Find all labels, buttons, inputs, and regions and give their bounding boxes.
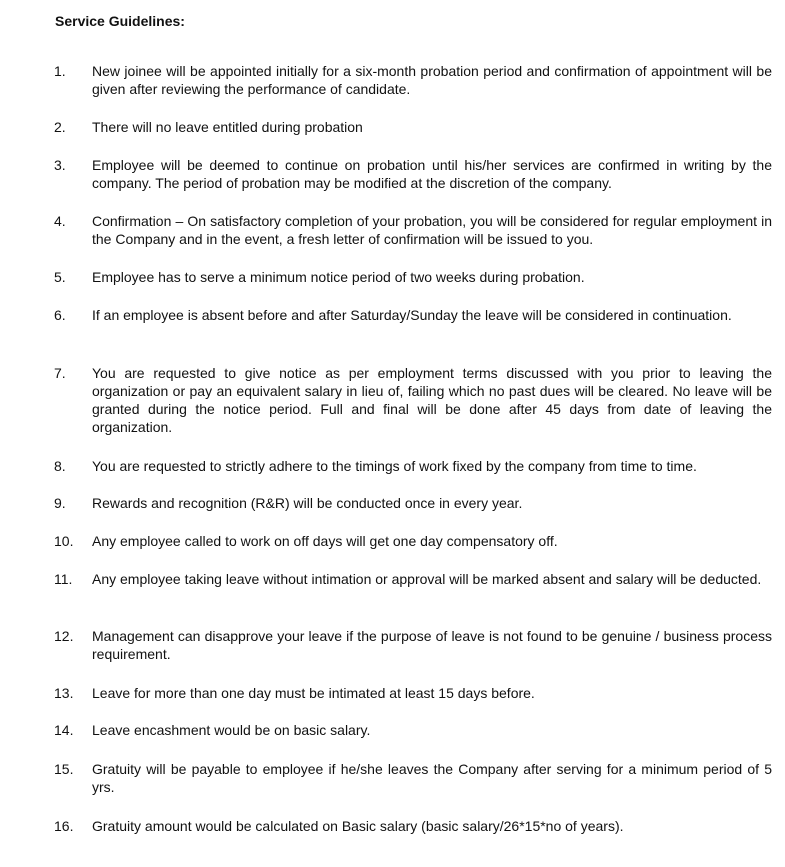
item-number: 4. [54,213,66,229]
item-number: 8. [54,458,66,474]
item-text: Rewards and recognition (R&R) will be conducted once in every year. [92,495,523,511]
item-text: If an employee is absent before and after Saturday/Sunday the leave will be considered in continuation. [92,307,732,323]
item-number: 11. [54,571,73,587]
item-number: 12. [54,628,74,644]
item-text: Leave encashment would be on basic salary. [92,722,371,738]
item-number: 3. [54,157,66,173]
item-number: 2. [54,119,66,135]
item-text: Leave for more than one day must be intimated at least 15 days before. [92,685,535,701]
item-text: You are requested to give notice as per employment terms discussed with you prior to leaving the organization or pay an equivalent salary in lieu of, failing which no past dues will be cleared. No leave will be granted during the notice period. Full and final will be done after 45 days from date of leaving the organization. [92,365,772,435]
item-number: 14. [54,722,74,738]
item-text: Any employee called to work on off days will get one day compensatory off. [92,533,558,549]
item-text: New joinee will be appointed initially for a six-month probation period and confirmation of appointment will be given after reviewing the performance of candidate. [92,63,772,97]
item-text: Gratuity amount would be calculated on Basic salary (basic salary/26*15*no of years). [92,818,624,834]
item-text: Confirmation – On satisfactory completion of your probation, you will be considered for regular employment in the Company and in the event, a fresh letter of confirmation will be issued to you. [92,213,772,247]
item-number: 16. [54,818,74,834]
item-number: 13. [54,685,74,701]
item-number: 9. [54,495,66,511]
item-number: 1. [54,63,66,79]
item-number: 7. [54,365,66,381]
item-text: Management can disapprove your leave if the purpose of leave is not found to be genuine / business process requirement. [92,628,772,662]
item-text: Gratuity will be payable to employee if he/she leaves the Company after serving for a minimum period of 5 yrs. [92,761,772,795]
item-number: 15. [54,761,74,777]
item-number: 5. [54,269,66,285]
item-text: You are requested to strictly adhere to the timings of work fixed by the company from time to time. [92,458,697,474]
item-number: 6. [54,307,66,323]
item-text: Employee will be deemed to continue on probation until his/her services are confirmed in writing by the company. The period of probation may be modified at the discretion of the company. [92,157,772,191]
item-text: There will no leave entitled during probation [92,119,363,135]
item-text: Any employee taking leave without intimation or approval will be marked absent and salary will be deducted. [92,571,762,587]
item-text: Employee has to serve a minimum notice period of two weeks during probation. [92,269,585,285]
item-number: 10. [54,533,74,549]
page-title: Service Guidelines: [55,13,185,29]
